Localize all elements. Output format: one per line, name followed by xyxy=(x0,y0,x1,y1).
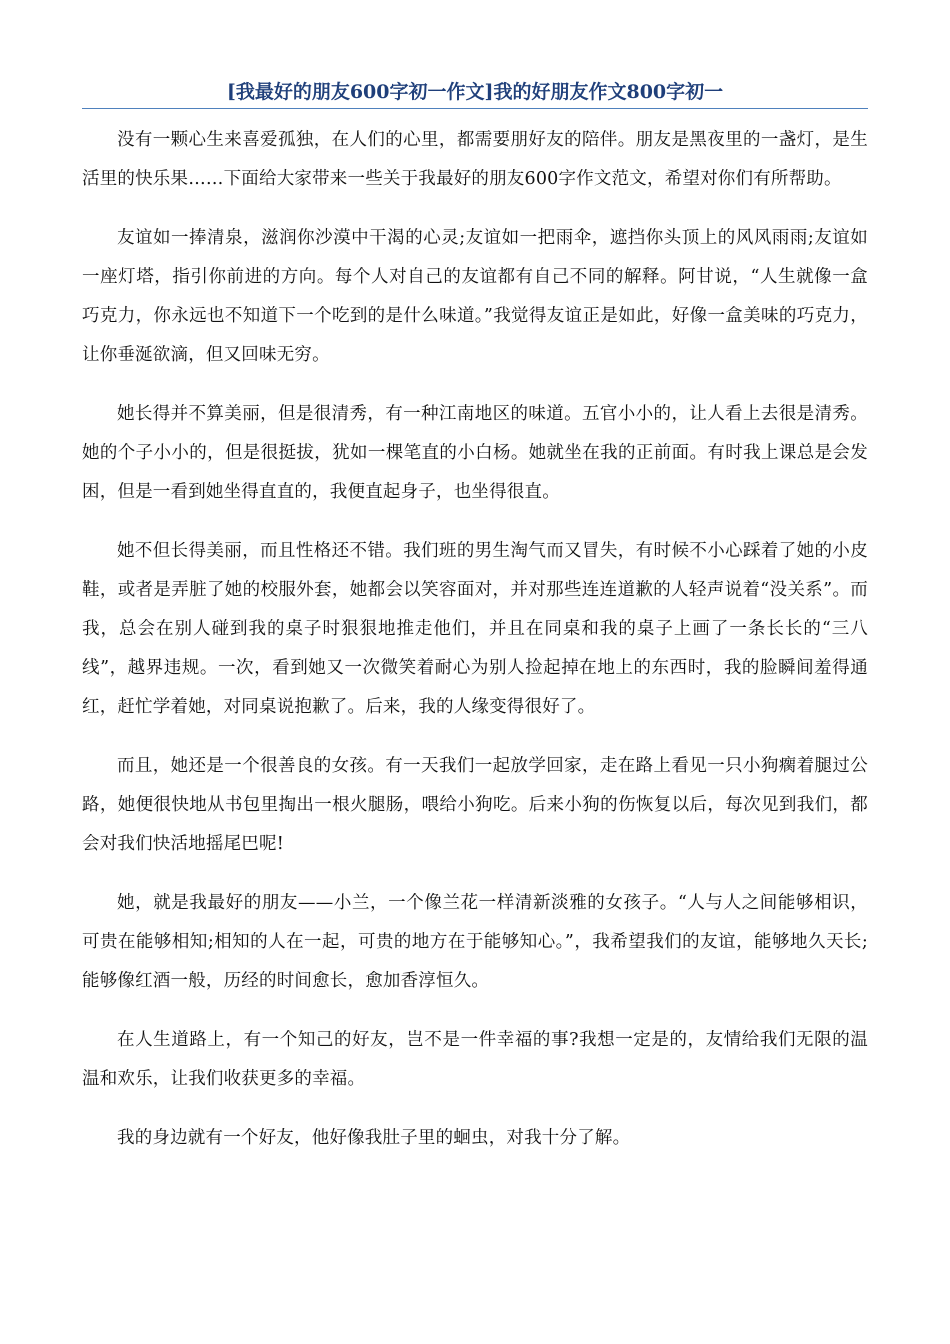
document-title: [我最好的朋友600字初一作文]我的好朋友作文800字初一 xyxy=(226,81,724,103)
paragraph-1: 没有一颗心生来喜爱孤独，在人们的心里，都需要朋好友的陪伴。朋友是黑夜里的一盏灯，是生活里的快乐果……下面给大家带来一些关于我最好的朋友600字作文范文，希望对你们有所帮助。 xyxy=(82,130,868,189)
paragraph-6: 她，就是我最好的朋友——小兰，一个像兰花一样清新淡雅的女孩子。“人与人之间能够相识，可贵在能够相知;相知的人在一起，可贵的地方在于能够知心。”，我希望我们的友谊，能够地久天长;能够像红酒一般，历经的时间愈长，愈加香淳恒久。 xyxy=(82,893,868,991)
paragraph-8: 我的身边就有一个好友，他好像我肚子里的蛔虫，对我十分了解。 xyxy=(117,1128,631,1148)
paragraph-7: 在人生道路上，有一个知己的好友，岂不是一件幸福的事?我想一定是的，友情给我们无限的温温和欢乐，让我们收获更多的幸福。 xyxy=(82,1030,868,1089)
paragraph-4: 她不但长得美丽，而且性格还不错。我们班的男生淘气而又冒失，有时候不小心踩着了她的小皮鞋，或者是弄脏了她的校服外套，她都会以笑容面对，并对那些连连道歉的人轻声说着“没关系”。而我，总会在别人碰到我的桌子时狠狠地推走他们，并且在同桌和我的桌子上画了一条长长的“三八线”，越界违规。一次，看到她又一次微笑着耐心为别人捡起掉在地上的东西时，我的脸瞬间羞得通红，赶忙学着她，对同桌说抱歉了。后来，我的人缘变得很好了。 xyxy=(82,541,868,717)
paragraph-5: 而且，她还是一个很善良的女孩。有一天我们一起放学回家，走在路上看见一只小狗瘸着腿过公路，她便很快地从书包里掏出一根火腿肠，喂给小狗吃。后来小狗的伤恢复以后，每次见到我们，都会对我们快活地摇尾巴呢! xyxy=(82,756,868,854)
document-page xyxy=(82,78,868,1178)
paragraph-3: 她长得并不算美丽，但是很清秀，有一种江南地区的味道。五官小小的，让人看上去很是清秀。她的个子小小的，但是很挺拔，犹如一棵笔直的小白杨。她就坐在我的正前面。有时我上课总是会发困，但是一看到她坐得直直的，我便直起身子，也坐得很直。 xyxy=(82,404,868,502)
title-underline xyxy=(82,108,868,109)
paragraph-2: 友谊如一捧清泉，滋润你沙漠中干渴的心灵;友谊如一把雨伞，遮挡你头顶上的风风雨雨;友谊如一座灯塔，指引你前进的方向。每个人对自己的友谊都有自己不同的解释。阿甘说，“人生就像一盒巧克力，你永远也不知道下一个吃到的是什么味道。”我觉得友谊正是如此，好像一盒美味的巧克力，让你垂涎欲滴，但又回味无穷。 xyxy=(82,228,868,365)
